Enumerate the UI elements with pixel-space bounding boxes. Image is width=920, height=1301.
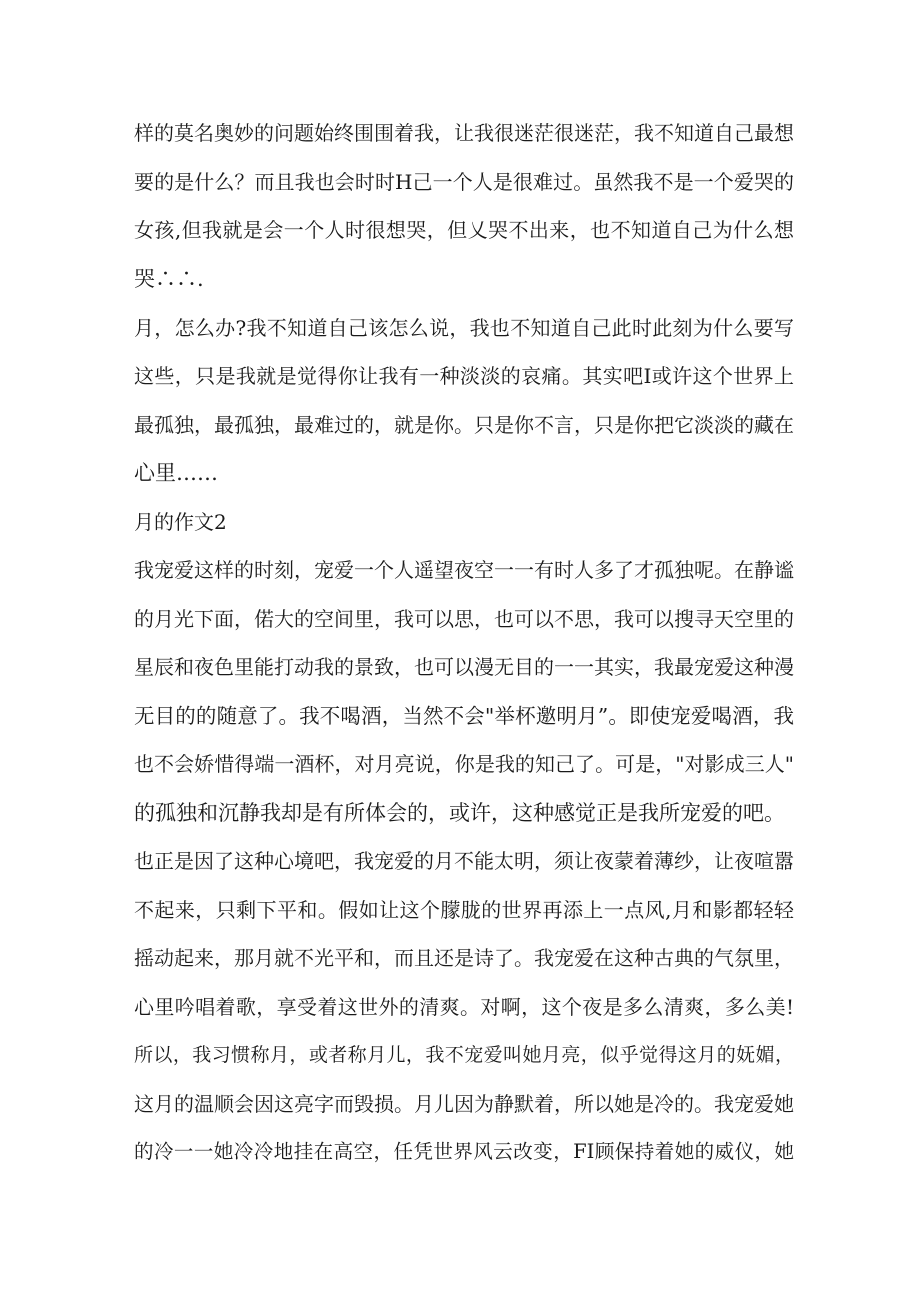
text-line: 的孤独和沉静我却是有所体会的，或许，这种感觉正是我所宠爱的吧。 xyxy=(134,801,785,825)
text-line: 也正是因了这种心境吧，我宠爱的月不能太明，须让夜蒙着薄纱，让夜喧嚣 xyxy=(134,849,794,873)
section-heading: 月的作文2 xyxy=(134,510,227,534)
text-line: 星辰和夜色里能打动我的景致，也可以漫无目的一一其实，我最宠爱这种漫 xyxy=(134,655,794,679)
text-line: 的月光下面，偌大的空间里，我可以思，也可以不思，我可以搜寻天空里的 xyxy=(134,607,794,631)
text-line: 的冷一一她冷冷地挂在高空，任凭世界风云改变，FI顾保持着她的威仪，她 xyxy=(134,1140,794,1163)
text-line: 心里吟唱着歌，享受着这世外的清爽。对啊，这个夜是多么清爽，多么美! xyxy=(134,995,794,1019)
text-line: 哭∴∴. xyxy=(134,267,204,291)
text-line: 摇动起来，那月就不光平和，而且还是诗了。我宠爱在这种古典的气氛里， xyxy=(134,946,794,970)
text-line: 不起来，只剩下平和。假如让这个朦胧的世界再添上一点风,月和影都轻轻 xyxy=(134,898,794,922)
text-line: 这月的温顺会因这亮字而毁损。月儿因为静默着，所以她是冷的。我宠爱她 xyxy=(134,1092,794,1116)
text-line: 要的是什么？而且我也会时时H己一个人是很难过。虽然我不是一个爱哭的 xyxy=(134,170,794,194)
text-line: 这些，只是我就是觉得你让我有一种淡淡的哀痛。其实吧I或许这个世界上 xyxy=(134,364,794,388)
text-line: 最孤独，最孤独，最难过的，就是你。只是你不言，只是你把它淡淡的藏在 xyxy=(134,413,794,437)
text-line: 无目的的随意了。我不喝酒，当然不会"举杯邀明月”。即使宠爱喝酒，我 xyxy=(134,704,794,728)
text-line: 心里…… xyxy=(134,461,218,485)
text-line: 样的莫名奥妙的问题始终围围着我，让我很迷茫很迷茫，我不知道自己最想 xyxy=(134,121,794,145)
text-line: 所以，我习惯称月，或者称月儿，我不宠爱叫她月亮，似乎觉得这月的妩媚， xyxy=(134,1044,794,1066)
text-line: 女孩,但我就是会一个人时很想哭，但乂哭不出来，也不知道自己为什么想 xyxy=(134,218,794,242)
text-line: 也不会娇惜得端一酒杯，对月亮说，你是我的知己了。可是，"对影成三人" xyxy=(134,752,794,776)
text-line: 我宠爱这样的时刻，宠爱一个人遥望夜空一一有时人多了才孤独呢。在静谧 xyxy=(134,558,794,582)
text-line: 月，怎么办?我不知道自己该怎么说，我也不知道自己此时此刻为什么要写 xyxy=(134,316,794,340)
